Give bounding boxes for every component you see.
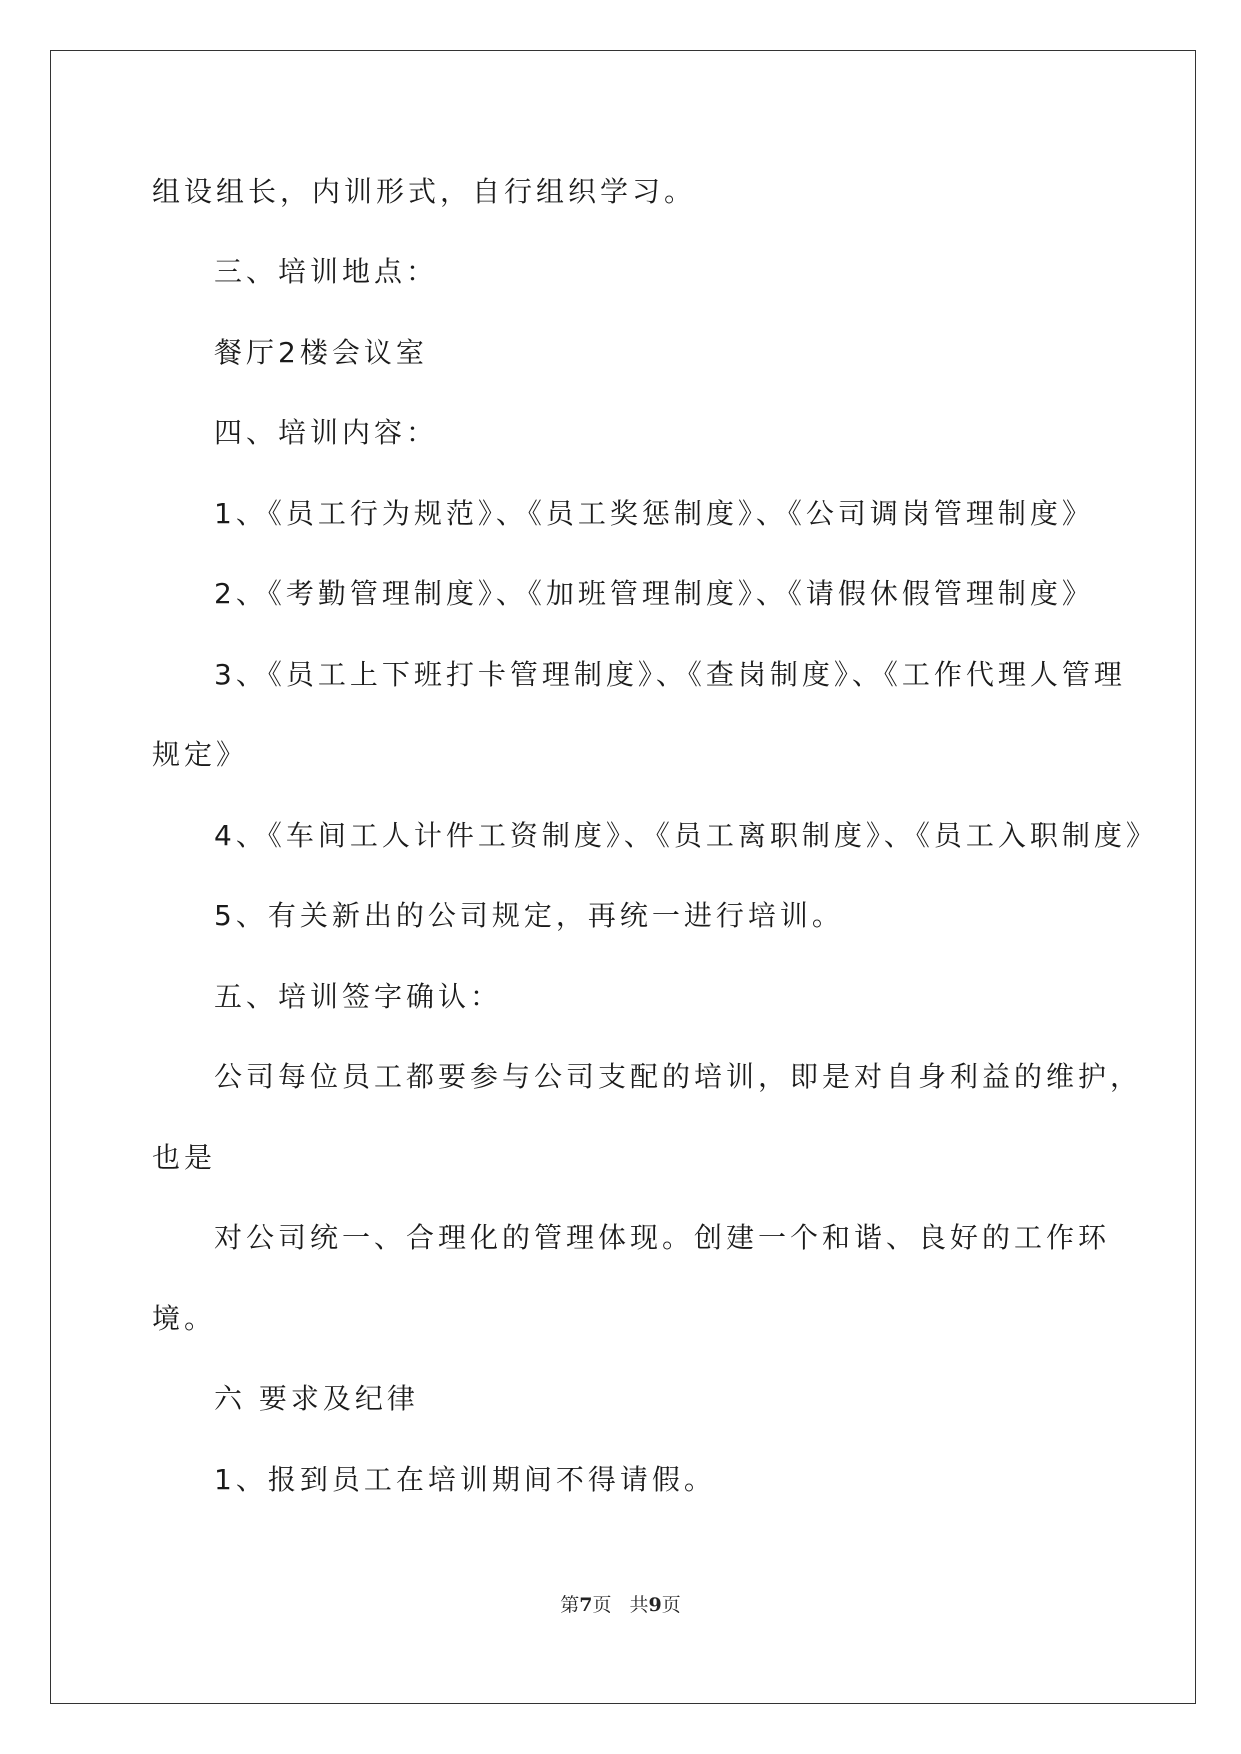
list-item: 5、有关新出的公司规定，再统一进行培训。 (214, 899, 844, 932)
text-line: 对公司统一、合理化的管理体现。创建一个和谐、良好的工作环 (214, 1221, 1111, 1254)
footer-page-suffix: 页 (592, 1594, 612, 1616)
list-item: 1、报到员工在培训期间不得请假。 (214, 1463, 716, 1496)
list-item: 3、《员工上下班打卡管理制度》、《查岗制度》、《工作代理人管理 (214, 658, 1126, 691)
total-pages-number: 9 (648, 1594, 662, 1616)
text-line: 公司每位员工都要参与公司支配的培训，即是对自身利益的维护， (214, 1060, 1143, 1093)
page-footer (0, 1592, 1241, 1618)
footer-total-suffix: 页 (661, 1594, 681, 1616)
text-line: 餐厅2楼会议室 (214, 336, 428, 369)
current-page-number: 7 (579, 1594, 593, 1616)
text-line-continuation: 也是 (152, 1141, 217, 1174)
list-item: 1、《员工行为规范》、《员工奖惩制度》、《公司调岗管理制度》 (214, 497, 1094, 530)
section-heading: 六 要求及纪律 (214, 1382, 419, 1415)
text-line: 组设组长，内训形式，自行组织学习。 (152, 175, 697, 208)
section-heading: 五、培训签字确认： (214, 980, 503, 1013)
page-border (50, 50, 1196, 1704)
footer-total-prefix: 共 (629, 1594, 649, 1616)
list-item: 4、《车间工人计件工资制度》、《员工离职制度》、《员工入职制度》 (214, 819, 1158, 852)
footer-prefix: 第 (560, 1594, 580, 1616)
section-heading: 四、培训内容： (214, 416, 439, 449)
section-heading: 三、培训地点： (214, 255, 439, 288)
list-item-continuation: 规定》 (152, 738, 249, 771)
text-line-continuation: 境。 (152, 1302, 217, 1335)
list-item: 2、《考勤管理制度》、《加班管理制度》、《请假休假管理制度》 (214, 577, 1094, 610)
